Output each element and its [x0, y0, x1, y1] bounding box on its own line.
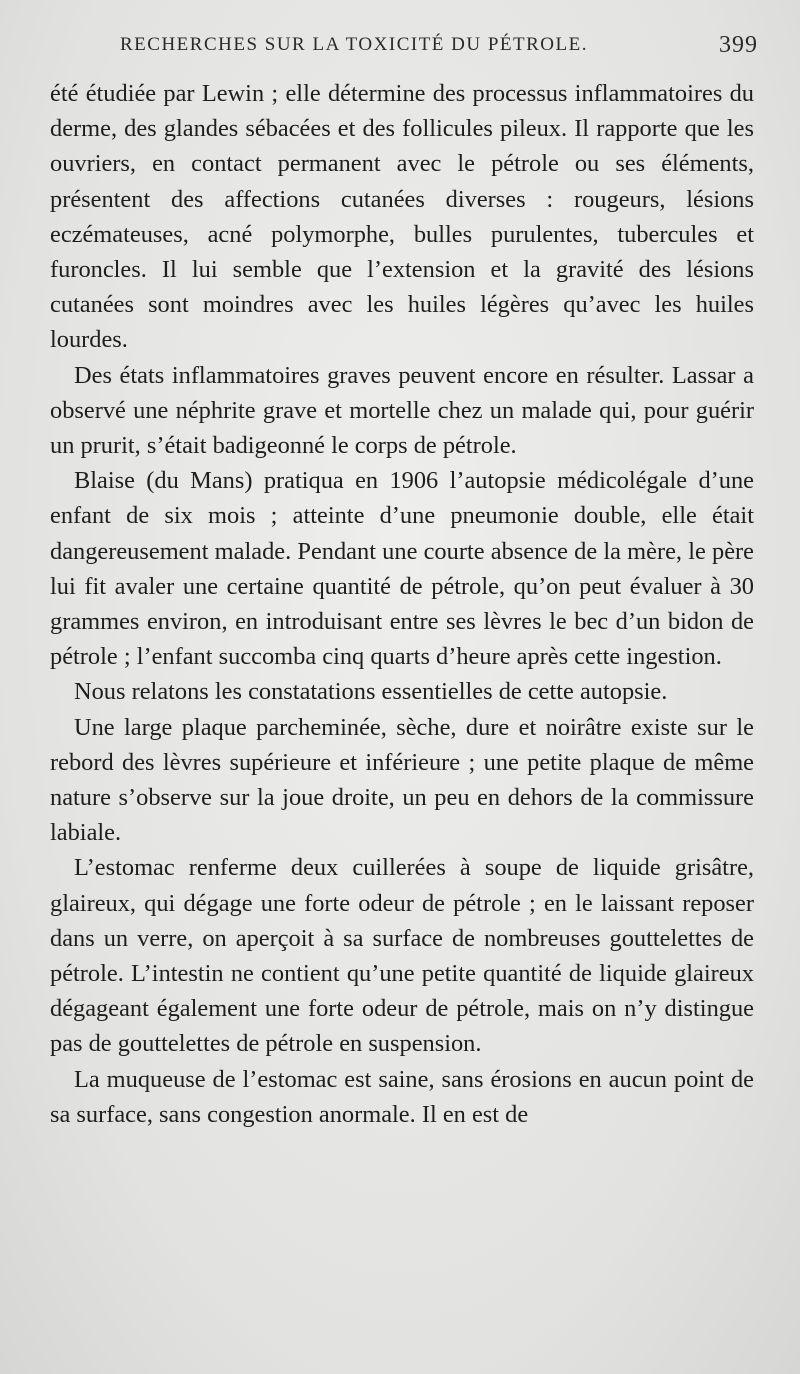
- body-text: [50, 76, 754, 1132]
- paragraph: Une large plaque parcheminée, sèche, dure et noirâtre existe sur le rebord des lèvres supérieure et inférieure ; une petite plaque de même nature s’observe sur la joue droite, un peu en dehors de la commissure labiale.: [50, 713, 754, 847]
- paragraph: Nous relatons les constatations essentielles de cette autopsie.: [74, 678, 668, 706]
- paragraph: La muqueuse de l’estomac est saine, sans érosions en aucun point de sa surface, sans congestion anormale. Il en est de: [50, 1065, 754, 1128]
- paragraph: Blaise (du Mans) pratiqua en 1906 l’autopsie médicolégale d’une enfant de six mois ; atteinte d’une pneumonie double, elle était dangereusement malade. Pendant une courte absence de la mère, le père lui fit avaler une certaine quantité de pétrole, qu’on peut évaluer à 30 grammes environ, en introduisant entre ses lèvres le bec d’un bidon de pétrole ; l’enfant succomba cinq quarts d’heure après cette ingestion.: [50, 467, 754, 671]
- page-number: 399: [719, 32, 758, 58]
- paragraph: L’estomac renferme deux cuillerées à soupe de liquide grisâtre, glaireux, qui dégage une forte odeur de pétrole ; en le laissant reposer dans un verre, on aperçoit à sa surface de nombreuses gouttelettes de pétrole. L’intestin ne contient qu’une petite quantité de liquide glaireux dégageant également une forte odeur de pétrole, mais on n’y distingue pas de gouttelettes de pétrole en suspension.: [50, 854, 754, 1058]
- running-title: RECHERCHES SUR LA TOXICITÉ DU PÉTROLE.: [120, 34, 588, 55]
- paragraph: Des états inflammatoires graves peuvent encore en résulter. Lassar a observé une néphrite grave et mortelle chez un malade qui, pour guérir un prurit, s’était badigeonné le corps de pétrole.: [50, 361, 754, 460]
- running-head: [52, 34, 758, 68]
- paragraph: été étudiée par Lewin ; elle détermine des processus inflammatoires du derme, des glandes sébacées et des follicules pileux. Il rapporte que les ouvriers, en contact permanent avec le pétrole ou ses éléments, présentent des affections cutanées diverses : rougeurs, lésions eczémateuses, acné polymorphe, bulles purulentes, tubercules et furoncles. Il lui semble que l’extension et la gravité des lésions cutanées sont moindres avec les huiles légères qu’avec les huiles lourdes.: [50, 80, 754, 354]
